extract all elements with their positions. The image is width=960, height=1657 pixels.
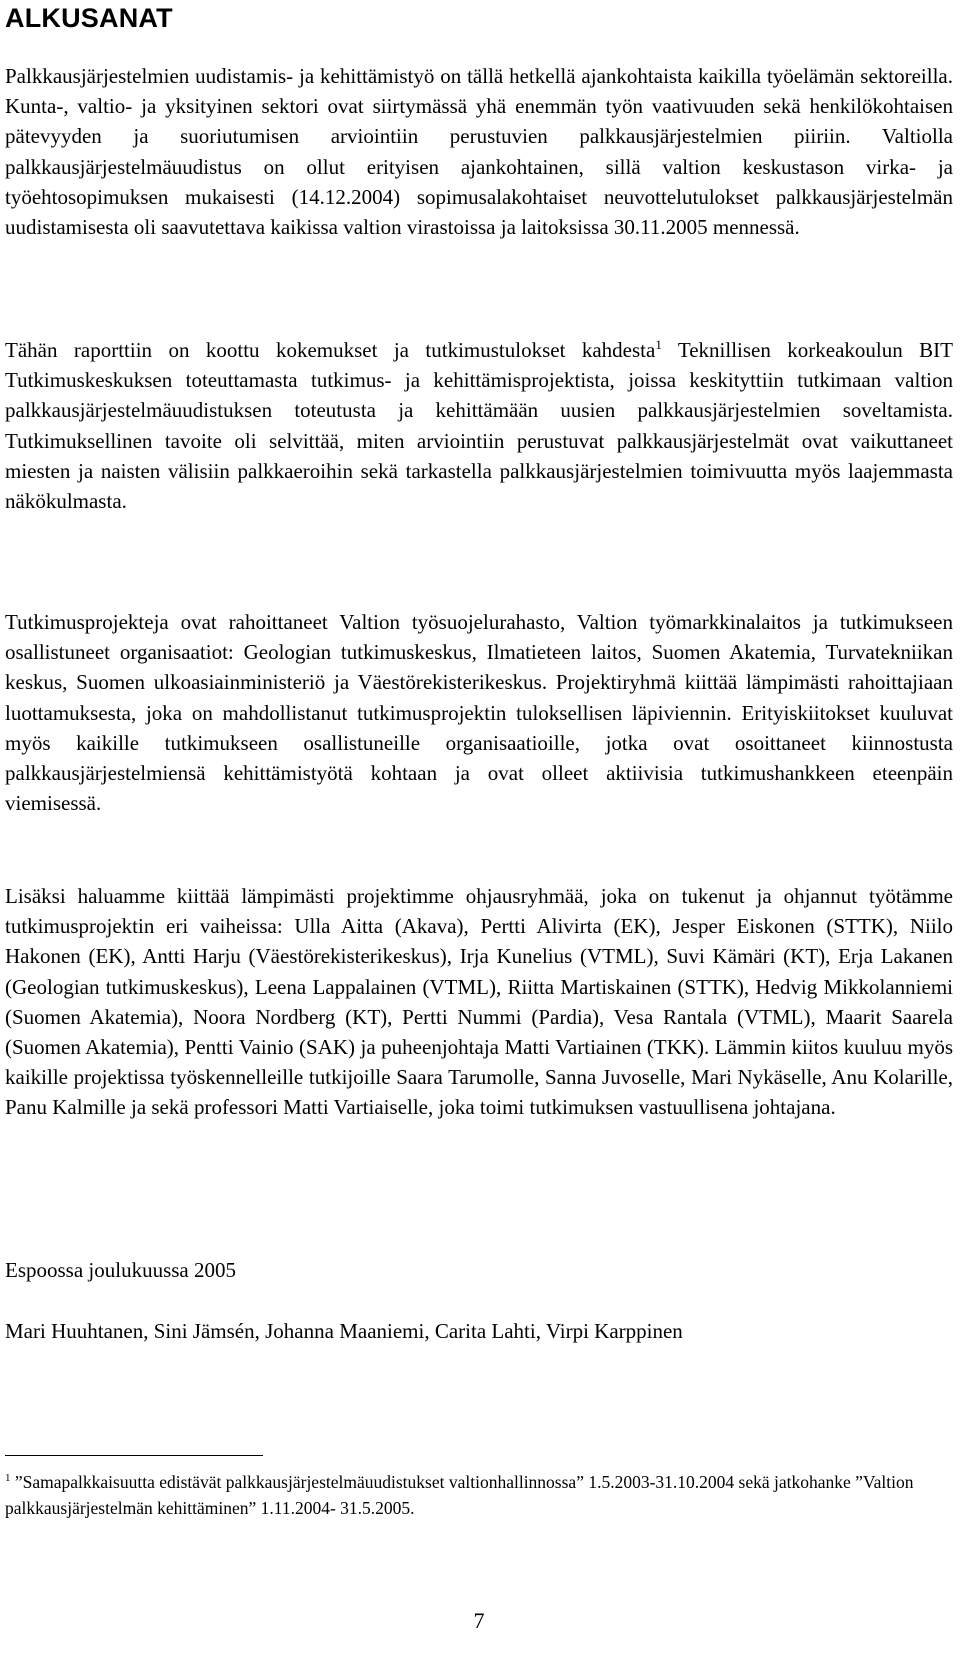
place-date: Espoossa joulukuussa 2005 bbox=[5, 1258, 236, 1282]
authors: Mari Huuhtanen, Sini Jämsén, Johanna Maaniemi, Carita Lahti, Virpi Karppinen bbox=[5, 1319, 683, 1343]
footnote-divider bbox=[5, 1455, 263, 1456]
paragraph-funding: Tutkimusprojekteja ovat rahoittaneet Valtion työsuojelurahasto, Valtion työmarkkinalaitos ja tutkimukseen osallistuneet organisaatiot: Geologian tutkimuskeskus, Ilmatieteen laitos, Suomen Akatemia, Turvatekniikan keskus, Suomen ulkoasiainministeriö ja Väestörekisterikeskus. Projektiryhmä kiittää lämpimästi rahoittajiaan luottamuksesta, joka on mahdollistanut tutkimusprojektin tuloksellisen läpiviennin. Erityiskiitokset kuuluvat myös kaikille tutkimukseen osallistuneille organisaatioille, jotka ovat osoittaneet kiinnostusta palkkausjärjestelmiensä kehittämistyötä kohtaan ja ovat olleet aktiivisia tutkimushankkeen eteenpäin viemisessä. bbox=[5, 610, 953, 816]
paragraph-intro: Palkkausjärjestelmien uudistamis- ja kehittämistyö on tällä hetkellä ajankohtaista kaikilla työelämän sektoreilla. Kunta-, valtio- ja yksityinen sektori ovat siirtymässä yhä enemmän työn vaativuuden sekä henkilökohtaisen pätevyyden ja suoriutumisen arviointiin perustuvien palkkausjärjestelmien piiriin. Valtiolla palkkausjärjestelmäuudistus on ollut erityisen ajankohtainen, sillä valtion keskustason virka- ja työehtosopimuksen mukaisesti (14.12.2004) sopimusalakohtaiset neuvottelutulokset palkkausjärjestelmän uudistamisesta oli saavutettava kaikissa valtion virastoissa ja laitoksissa 30.11.2005 mennessä. bbox=[5, 64, 953, 240]
document-page bbox=[5, 0, 953, 1633]
paragraph-report bbox=[5, 335, 953, 516]
footnote-text: ”Samapalkkaisuutta edistävät palkkausjärjestelmäuudistukset valtionhallinnossa” 1.5.2003-31.10.2004 sekä jatkohanke ”Valtion palkkausjärjestelmän kehittäminen” 1.11.2004- 31.5.2005. bbox=[5, 1472, 914, 1518]
footnote-reference: 1 bbox=[655, 337, 662, 352]
footnote-marker: 1 bbox=[5, 1472, 11, 1485]
paragraph-report-text-end: Teknillisen korkeakoulun BIT Tutkimuskeskuksen toteuttamasta tutkimus- ja kehittämisprojektista, joissa keskityttiin tutkimaan valtion palkkausjärjestelmäuudistuksen toteutusta ja kehittämään uusien palkkausjärjestelmien soveltamista. Tutkimuksellinen tavoite oli selvittää, miten arviointiin perustuvat palkkausjärjestelmät ovat vaikuttaneet miesten ja naisten välisiin palkkaeroihin sekä tarkastella palkkausjärjestelmien toimivuutta myös laajemmasta näkökulmasta. bbox=[5, 338, 953, 514]
page-number: 7 bbox=[473, 1608, 485, 1633]
paragraph-acknowledgements: Lisäksi haluamme kiittää lämpimästi projektimme ohjausryhmää, joka on tukenut ja ohjannut työtämme tutkimusprojektin eri vaiheissa: Ulla Aitta (Akava), Pertti Alivirta (EK), Jesper Eiskonen (STTK), Niilo Hakonen (EK), Antti Harju (Väestörekisterikeskus), Irja Kunelius (VTML), Suvi Kämäri (KT), Erja Lakanen (Geologian tutkimuskeskus), Leena Lappalainen (VTML), Riitta Martiskainen (STTK), Hedvig Mikkolanniemi (Suomen Akatemia), Noora Nordberg (KT), Pertti Nummi (Pardia), Vesa Rantala (VTML), Maarit Saarela (Suomen Akatemia), Pentti Vainio (SAK) ja puheenjohtaja Matti Vartiainen (TKK). Lämmin kiitos kuuluu myös kaikille projektissa työskennelleille tutkijoille Saara Tarumolle, Sanna Juvoselle, Mari Nykäselle, Anu Kolarille, Panu Kalmille ja sekä professori Matti Vartiaiselle, joka toimi tutkimuksen vastuullisena johtajana. bbox=[5, 884, 953, 1120]
paragraph-report-text-start: Tähän raporttiin on koottu kokemukset ja tutkimustulokset kahdesta bbox=[5, 338, 656, 362]
page-heading: ALKUSANAT bbox=[5, 3, 173, 33]
footnote bbox=[5, 1470, 953, 1521]
